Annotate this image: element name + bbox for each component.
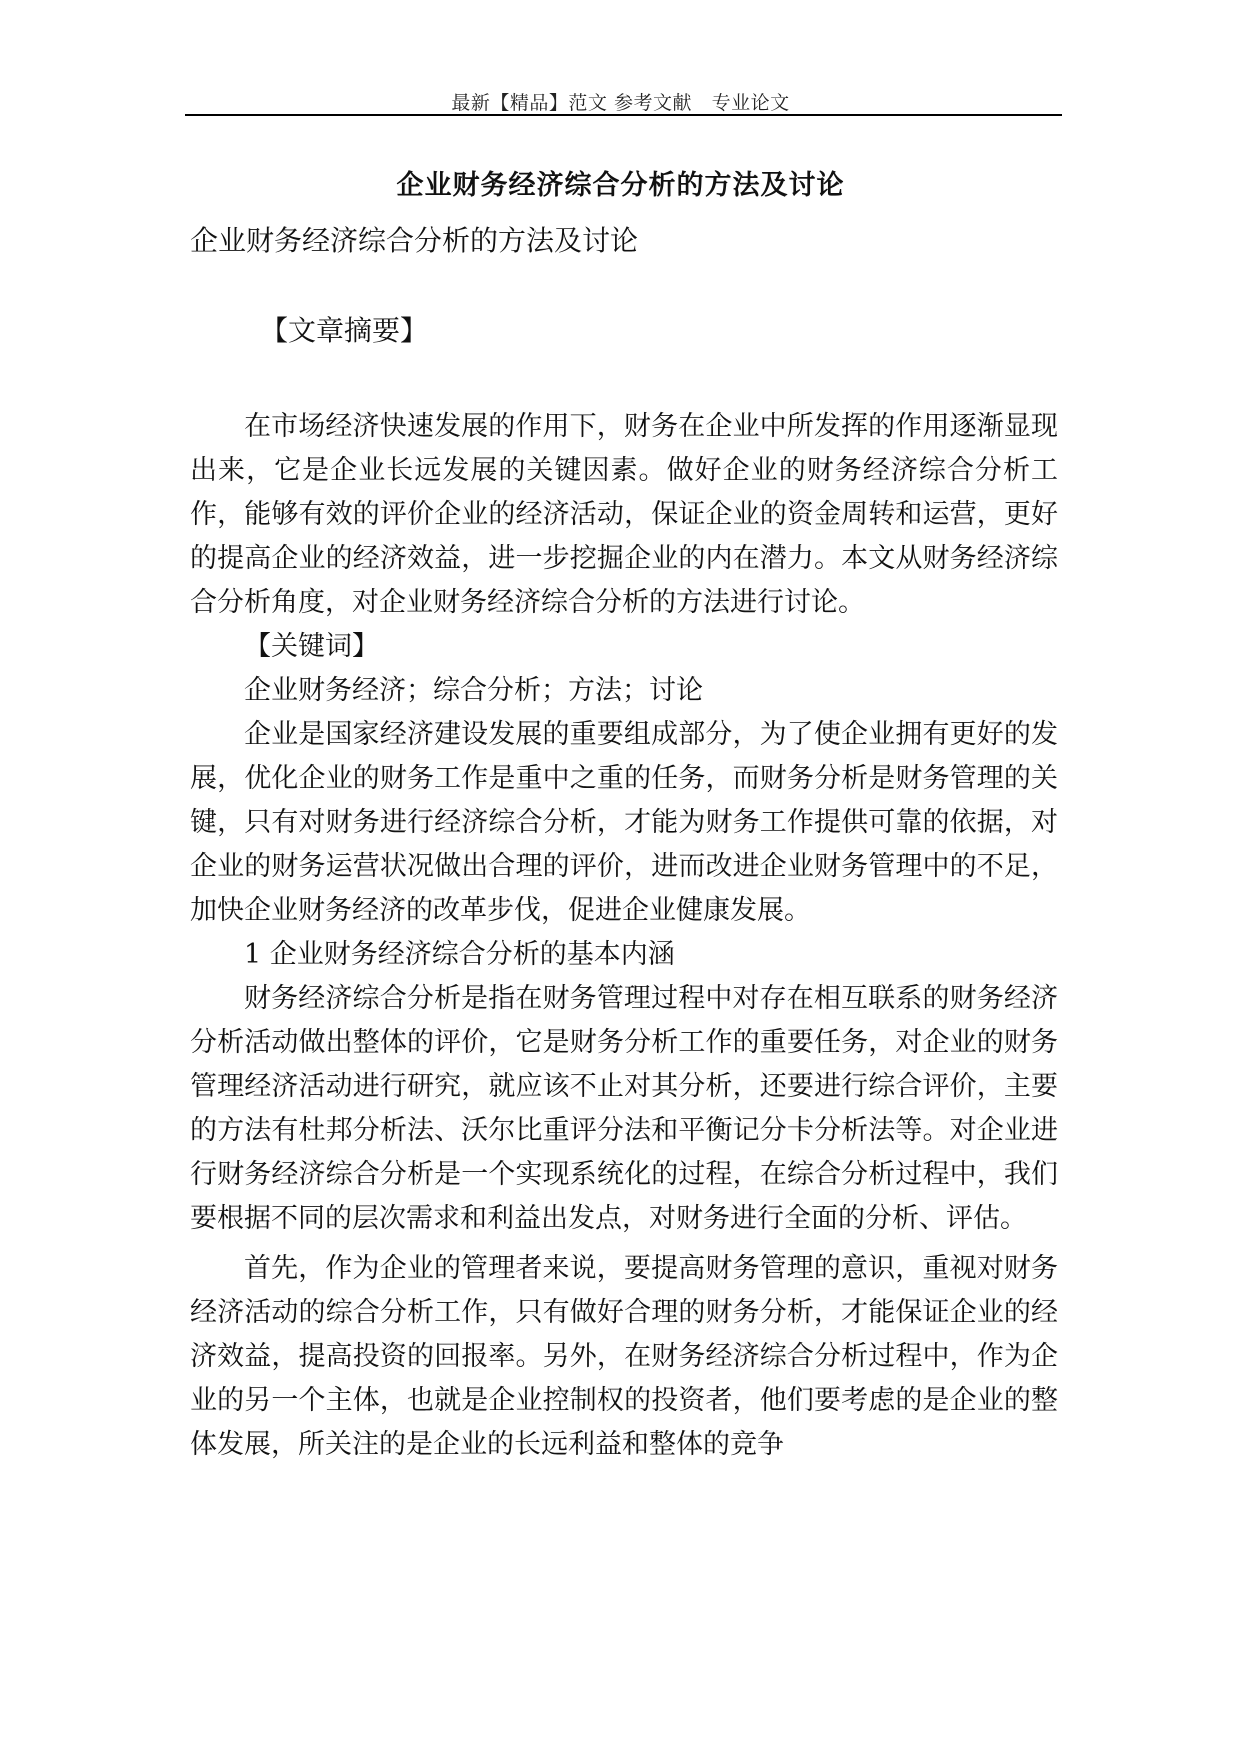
section-heading: 1 企业财务经济综合分析的基本内涵 (244, 939, 675, 970)
body-paragraph: 首先，作为企业的管理者来说，要提高财务管理的意识，重视对财务经济活动的综合分析工作，只有做好合理的财务分析，才能保证企业的经济效益，提高投资的回报率。另外，在财务经济综合分析过程中，作为企业的另一个主体，也就是企业控制权的投资者，他们要考虑的是企业的整体发展，所关注的是企业的长远利益和整体的竞争 (190, 1253, 1058, 1460)
spacer (190, 263, 1058, 309)
body-paragraph: 财务经济综合分析是指在财务管理过程中对存在相互联系的财务经济分析活动做出整体的评价，它是财务分析工作的重要任务，对企业的财务管理经济活动进行研究，就应该不止对其分析，还要进行综合评价，主要的方法有杜邦分析法、沃尔比重评分法和平衡记分卡分析法等。对企业进行财务经济综合分析是一个实现系统化的过程，在综合分析过程中，我们要根据不同的层次需求和利益出发点，对财务进行全面的分析、评估。 (190, 983, 1058, 1234)
intro-paragraph: 企业是国家经济建设发展的重要组成部分，为了使企业拥有更好的发展，优化企业的财务工作是重中之重的任务，而财务分析是财务管理的关键，只有对财务进行经济综合分析，才能为财务工作提供可靠的依据，对企业的财务运营状况做出合理的评价，进而改进企业财务管理中的不足，加快企业财务经济的改革步伐，促进企业健康发展。 (190, 719, 1058, 926)
keywords-heading: 【关键词】 (244, 631, 379, 662)
page-header: 最新【精品】范文 参考文献 专业论文 (451, 92, 790, 114)
document-subtitle: 企业财务经济综合分析的方法及讨论 (190, 224, 639, 257)
abstract-heading: 【文章摘要】 (260, 314, 429, 347)
spacer (190, 353, 1058, 405)
header-divider (185, 114, 1062, 116)
document-title: 企业财务经济综合分析的方法及讨论 (396, 170, 845, 201)
abstract-paragraph: 在市场经济快速发展的作用下，财务在企业中所发挥的作用逐渐显现出来，它是企业长远发展的关键因素。做好企业的财务经济综合分析工作，能够有效的评价企业的经济活动，保证企业的资金周转和运营，更好的提高企业的经济效益，进一步挖掘企业的内在潜力。本文从财务经济综合分析角度，对企业财务经济综合分析的方法进行讨论。 (190, 411, 1058, 618)
document-body (190, 219, 1058, 1467)
keywords-text: 企业财务经济；综合分析；方法；讨论 (244, 675, 703, 706)
